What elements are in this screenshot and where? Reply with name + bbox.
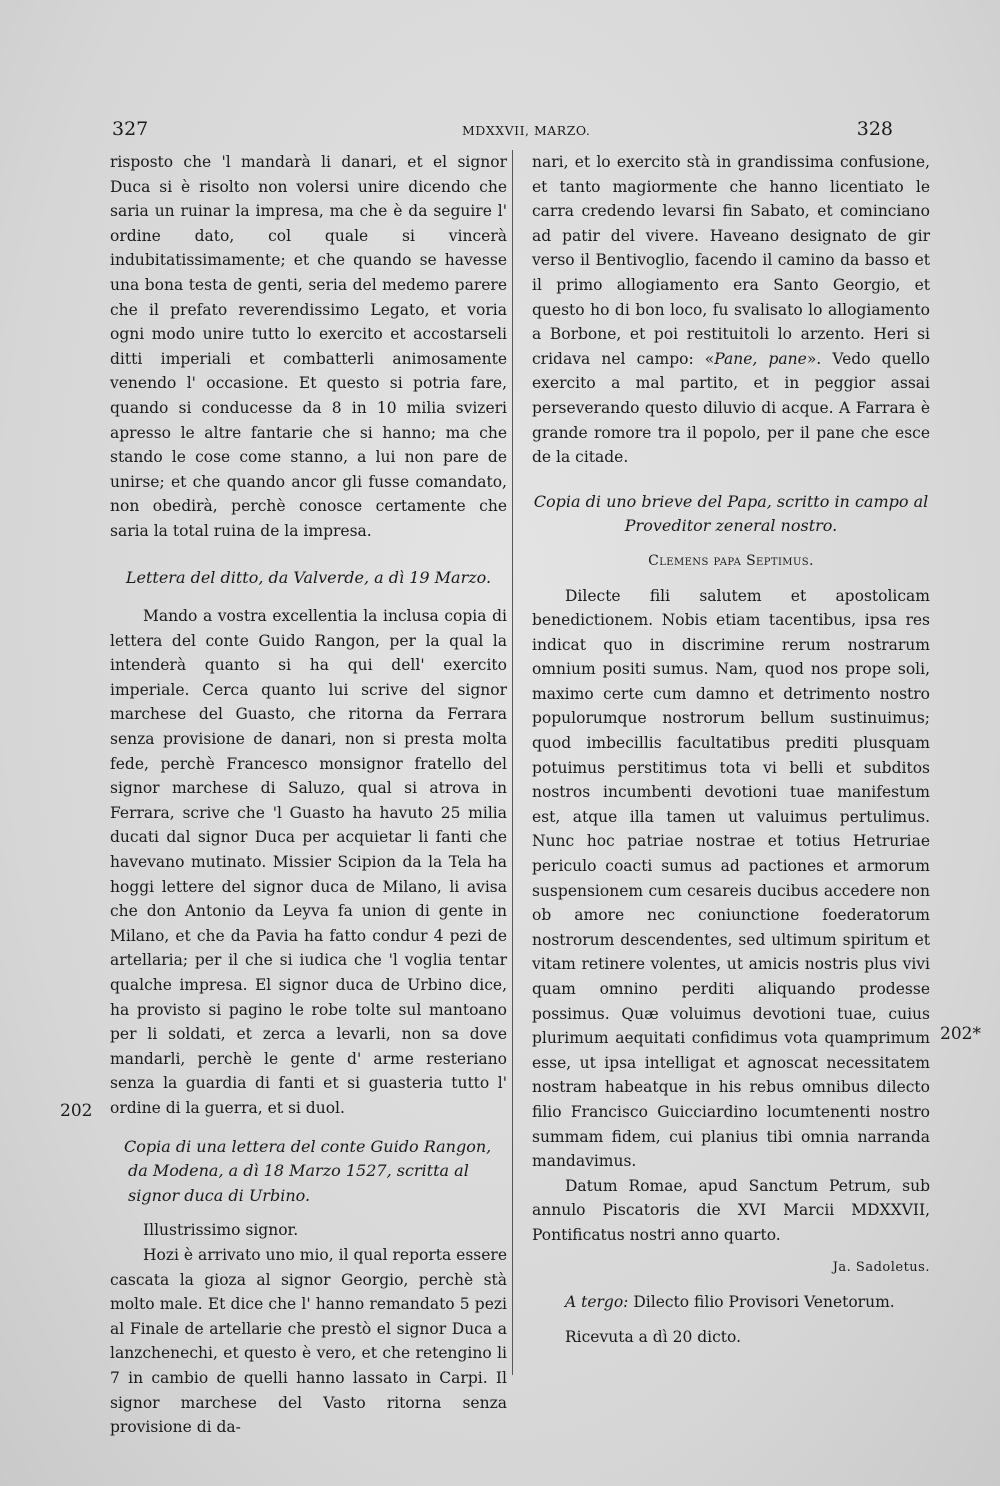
signature: Ja. Sadoletus. xyxy=(832,1259,930,1275)
section-heading: Lettera del ditto, da Valverde, a dì 19 Marzo. xyxy=(125,567,492,587)
right-column xyxy=(532,150,930,1349)
paragraph: nari, et lo exercito stà in grandissima confusione, et tanto magiormente che hanno licentiato le carra credendo levarsi fin Sabato, et cominciano ad patir del vivere. Haveano designato de gir verso il Bentivoglio, facendo il camino da basso et il primo allogiamento era Santo Georgio, et questo ho di bon loco, fu svalisato lo allogiamento a Borbone, et poi restituitoli lo arzento. Heri si cridava nel campo: «Pane, pane». Vedo quello exercito a mal partito, et in peggior assai perseverando questo diluvio di acque. A Farrara è grande romore tra il popolo, per il pane che esce de la citade. xyxy=(532,153,930,467)
section-heading: Copia di uno brieve del Papa, scritto in campo al Proveditor zeneral nostro. xyxy=(533,491,929,536)
paragraph: Mando a vostra excellentia la inclusa copia di lettera del conte Guido Rangon, per la qual la intenderà quanto si ha qui dell' exercito imperiale. Cerca quanto lui scrive del signor marchese del Guasto, che ritorna da Ferrara senza provisione de danari, non si presta molta fede, perchè Francesco monsignor fratello del signor marchese di Saluzo, qual si atrova in Ferrara, scrive che 'l Guasto ha havuto 25 milia ducati dal signor Duca per acquietar li fanti che havevano mutinato. Missier Scipion da la Tela ha hoggi lettere del signor duca de Milano, li avisa che don Antonio da Leyva fa union di gente in Milano, et che da Pavia ha fatto condur 4 pezi de artellaria; per il che si iudica che 'l voglia tentar qualche impresa. El signor duca de Urbino dice, ha provisto si pagino le robe tolte sul mantoano per li soldati, et zerca a levarli, non sa dove mandarli, perchè le gente d' arme resteriano senza la guardia di fanti et si guasteria tutto l' ordine di la guerra, et si duol. xyxy=(110,607,507,1117)
quoted-cry: Pane, pane xyxy=(714,349,807,368)
sender-name: Clemens papa Septimus. xyxy=(648,552,814,569)
salutation: Illustrissimo signor. xyxy=(143,1221,299,1240)
left-column xyxy=(110,150,507,1440)
left-page-number: 327 xyxy=(112,118,149,140)
right-page-number: 328 xyxy=(856,118,893,140)
tergo-line: A tergo: Dilecto filio Provisori Venetorum. xyxy=(565,1293,895,1312)
left-margin-mark: 202 xyxy=(60,1101,93,1121)
right-margin-mark: 202* xyxy=(940,1024,981,1044)
paragraph: Hozi è arrivato uno mio, il qual reporta essere cascata la gioza al signor Georgio, perchè stà molto male. Et dice che l' hanno remandato 5 pezi al Finale de artellarie che prestò el signor Duca a lanzchenechi, et questo è vero, et che retengino li 7 in cambio de quelli hanno lassato in Carpi. Il signor marchese del Vasto ritorna senza provisione di da- xyxy=(110,1245,507,1437)
column-divider xyxy=(512,150,513,1375)
running-title: MDXXVII, MARZO. xyxy=(462,123,591,138)
section-heading: Copia di una lettera del conte Guido Rangon, da Modena, a dì 18 Marzo 1527, scritta al signor duca di Urbino. xyxy=(124,1136,492,1205)
received-note: Ricevuta a dì 20 dicto. xyxy=(565,1327,742,1346)
paragraph: Dilecte fili salutem et apostolicam benedictionem. Nobis etiam tacentibus, ipsa res indicat quo in discrimine rerum nostrarum omnium positi sumus. Nam, quod nos prope soli, maximo certe cum damno et detrimento nostro populorumque nostrorum bellum sustinuimus; quod imbecillis facultatibus prediti plusquam potuimus perstitimus tota vi belli et subditos nostros incumbenti devotioni tuae manifestum est, atque illa tamen ut valuimus pertulimus. Nunc hoc patriae nostrae et totius Hetruriae periculo coacti sumus ad pactiones et armorum suspensionem cum cesareis ducibus accedere non ob amore nec coniunctione foederatorum nostrorum descendentes, sed ultimum spiritum et vitam retinere volentes, ut amicis nostris plus vivi quam omnino perditi aliquando prodesse possimus. Quæ voluimus devotioni tuae, cuius plurimum aequitati confidimus vota quamprimum esse, ut ipsa intelligat et agnoscat necessitatem nostram habeatque in his rebus omnibus dilecto filio Francisco Guicciardino locumtenenti nostro summam fidem, cui planius tibi omnia narranda mandavimus. xyxy=(532,586,930,1171)
paragraph: Datum Romae, apud Sanctum Petrum, sub annulo Piscatoris die XVI Marcii MDXXVII, Pontificatus nostri anno quarto. xyxy=(532,1176,930,1244)
paragraph: risposto che 'l mandarà li danari, et el signor Duca si è risolto non volersi unire dicendo che saria un ruinar la impresa, ma che è da seguire l' ordine dato, col quale si vincerà indubitatissimamente; et che quando se havesse una bona testa de genti, seria del medemo parere che il prefato reverendissimo Legato, et voria ogni modo unire tutto lo exercito et accostarseli ditti imperiali et combatterli animosamente venendo l' occasione. Et questo si potria fare, quando si conducesse da 8 in 10 milia svizeri apresso le altre fantarie che si hanno; ma che stando le cose come stanno, a lui non pare de unirse; et che quando ancor gli fusse comandato, non obedirà, perchè conosce certamente che saria la total ruina de la impresa. xyxy=(110,153,507,540)
